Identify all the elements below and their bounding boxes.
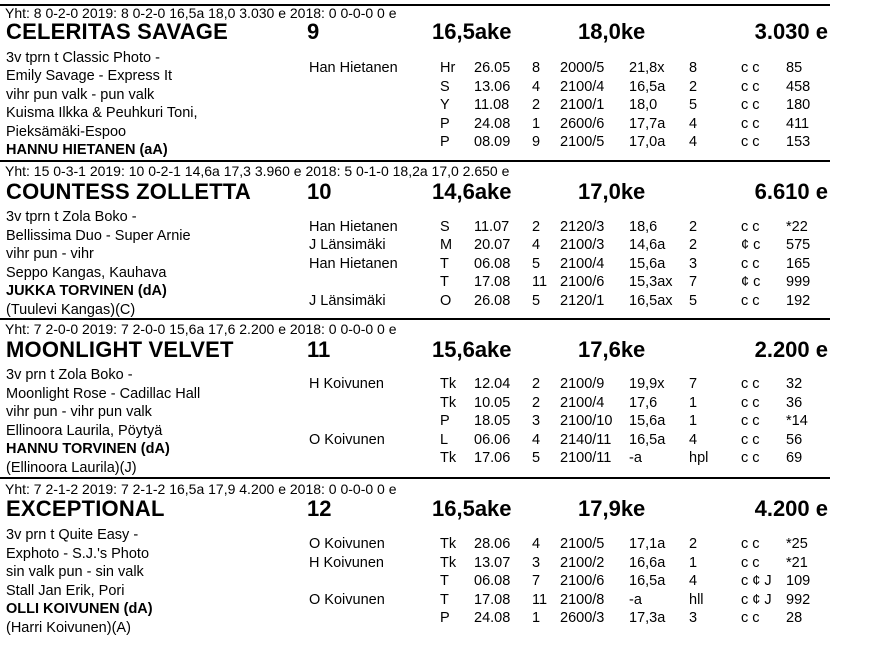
date: 11.07 [474,219,510,235]
post-position: 11 [532,592,548,608]
prize: 192 [786,293,811,309]
prize: *21 [786,555,808,571]
finish: 1 [689,395,698,411]
finish: 4 [689,116,698,132]
post-position: 2 [532,219,541,235]
race-time: -a [629,450,642,466]
distance: 2100/8 [560,592,605,608]
date: 12.04 [474,376,511,392]
equipment: c c [741,432,760,448]
track: Tk [440,450,457,466]
finish: 8 [689,60,698,76]
track: O [440,293,452,309]
distance: 2100/6 [560,573,605,589]
career-stats: Yht: 7 2-0-0 2019: 7 2-0-0 15,6a 17,6 2.200 e 2018: 0 0-0-0 0 e [5,321,397,337]
race-row [0,414,870,432]
start-number: 12 [307,496,332,521]
prize: 999 [786,274,811,290]
prize: 165 [786,256,811,272]
race-row [0,433,870,451]
finish: 1 [689,555,698,571]
prize: *22 [786,219,808,235]
prize: 992 [786,592,811,608]
driver: O Koivunen [309,592,385,608]
post-position: 8 [532,60,541,76]
prize: 153 [786,134,811,150]
prize: *25 [786,536,808,552]
track: Tk [440,536,457,552]
prize: 69 [786,450,803,466]
colors-line: vihr pun - vihr [6,246,94,262]
driver: J Länsimäki [309,293,386,309]
race-time: 16,5a [629,79,666,95]
colors-line: vihr pun - vihr pun valk [6,404,152,420]
date: 20.07 [474,237,511,253]
track: S [440,219,450,235]
post-position: 4 [532,536,541,552]
horse-name: MOONLIGHT VELVET [6,337,234,362]
owner-line: Stall Jan Erik, Pori [6,583,125,599]
race-time: 17,3a [629,610,666,626]
career-stats: Yht: 8 0-2-0 2019: 8 0-2-0 16,5a 18,0 3.030 e 2018: 0 0-0-0 0 e [5,5,397,21]
date: 18.05 [474,413,511,429]
finish: 7 [689,274,698,290]
race-row [0,61,870,79]
race-time: 21,8x [629,60,665,76]
date: 06.08 [474,256,511,272]
race-time: 15,6a [629,256,666,272]
horse-name: CELERITAS SAVAGE [6,19,228,44]
finish: 4 [689,573,698,589]
equipment: c c [741,376,760,392]
owner-note: (Tuulevi Kangas)(C) [6,302,136,318]
distance: 2600/6 [560,116,605,132]
trainer-name: HANNU TORVINEN (dA) [6,441,170,457]
divider [0,160,830,162]
prize: 109 [786,573,811,589]
distance: 2100/4 [560,395,605,411]
owner-note: (Harri Koivunen)(A) [6,620,131,636]
post-position: 1 [532,116,541,132]
race-time: 17,6 [629,395,658,411]
race-time: 18,6 [629,219,658,235]
race-time: 17,0a [629,134,666,150]
race-time: 17,7a [629,116,666,132]
date: 24.08 [474,116,511,132]
date: 26.08 [474,293,511,309]
pedigree-line: 3v tprn t Classic Photo - [6,50,160,66]
post-position: 2 [532,395,541,411]
finish: hll [689,592,704,608]
race-row [0,396,870,414]
trainer-name: JUKKA TORVINEN (dA) [6,283,167,299]
race-row [0,294,870,312]
race-row [0,220,870,238]
pedigree-line: 3v tprn t Zola Boko - [6,209,137,225]
equipment: c c [741,536,760,552]
finish: 7 [689,376,698,392]
driver: Han Hietanen [309,219,398,235]
distance: 2120/3 [560,219,605,235]
equipment: c c [741,97,760,113]
equipment: c c [741,555,760,571]
distance: 2100/6 [560,274,605,290]
equipment: c c [741,450,760,466]
equipment: c ¢ J [741,573,772,589]
best-time: 18,0ke [578,19,646,44]
prize: 180 [786,97,811,113]
equipment: c c [741,134,760,150]
race-row [0,135,870,153]
race-time: 16,5ax [629,293,673,309]
race-time: -a [629,592,642,608]
trainer-name: OLLI KOIVUNEN (dA) [6,601,153,617]
race-row [0,117,870,135]
prize: 85 [786,60,803,76]
post-position: 2 [532,97,541,113]
finish: 3 [689,610,698,626]
date: 06.06 [474,432,511,448]
equipment: ¢ c [741,274,761,290]
date: 17.06 [474,450,511,466]
equipment: c c [741,256,760,272]
post-position: 4 [532,79,541,95]
distance: 2120/1 [560,293,605,309]
prize: *14 [786,413,808,429]
driver: H Koivunen [309,376,384,392]
race-time: 14,6a [629,237,666,253]
race-row [0,574,870,592]
distance: 2600/3 [560,610,605,626]
driver: Han Hietanen [309,60,398,76]
start-number: 11 [307,337,331,362]
prize: 36 [786,395,803,411]
date: 08.09 [474,134,511,150]
distance: 2100/2 [560,555,605,571]
owner-line: Pieksämäki-Espoo [6,124,127,140]
total-earnings: 4.200 e [754,496,828,521]
track: T [440,573,449,589]
distance: 2100/11 [560,450,612,466]
race-time: 15,6a [629,413,666,429]
distance: 2100/5 [560,134,605,150]
track: P [440,116,450,132]
finish: 4 [689,134,698,150]
race-time: 16,6a [629,555,666,571]
record-time: 16,5ake [432,496,512,521]
date: 06.08 [474,573,511,589]
equipment: c c [741,395,760,411]
total-earnings: 2.200 e [754,337,828,362]
track: P [440,413,450,429]
equipment: c c [741,116,760,132]
date: 24.08 [474,610,511,626]
prize: 575 [786,237,811,253]
race-row [0,451,870,469]
track: Tk [440,395,457,411]
owner-line: Ellinoora Laurila, Pöytyä [6,423,163,439]
finish: 2 [689,237,698,253]
race-time: 16,5a [629,432,666,448]
race-time: 15,3ax [629,274,673,290]
date: 17.08 [474,274,511,290]
colors-line: vihr pun valk - pun valk [6,87,155,103]
total-earnings: 3.030 e [754,19,828,44]
owner-note: (Ellinoora Laurila)(J) [6,460,137,476]
total-earnings: 6.610 e [754,179,828,204]
track: Y [440,97,450,113]
finish: 2 [689,219,698,235]
race-row [0,80,870,98]
finish: 5 [689,293,698,309]
post-position: 2 [532,376,541,392]
track: Tk [440,555,457,571]
date: 10.05 [474,395,511,411]
pedigree-line: Bellissima Duo - Super Arnie [6,228,191,244]
horse-name: COUNTESS ZOLLETTA [6,179,251,204]
colors-line: sin valk pun - sin valk [6,564,144,580]
distance: 2100/4 [560,256,605,272]
equipment: c c [741,60,760,76]
equipment: c ¢ J [741,592,772,608]
race-row [0,377,870,395]
race-row [0,98,870,116]
equipment: c c [741,293,760,309]
track: P [440,610,450,626]
record-time: 15,6ake [432,337,512,362]
driver: O Koivunen [309,432,385,448]
horse-name: EXCEPTIONAL [6,496,165,521]
divider [0,477,830,479]
post-position: 7 [532,573,541,589]
equipment: ¢ c [741,237,761,253]
post-position: 5 [532,450,541,466]
finish: hpl [689,450,709,466]
prize: 458 [786,79,811,95]
track: T [440,256,449,272]
distance: 2000/5 [560,60,605,76]
start-number: 10 [307,179,332,204]
distance: 2140/11 [560,432,612,448]
driver: O Koivunen [309,536,385,552]
post-position: 4 [532,237,541,253]
distance: 2100/9 [560,376,605,392]
distance: 2100/1 [560,97,605,113]
distance: 2100/3 [560,237,605,253]
race-time: 16,5a [629,573,666,589]
track: T [440,592,449,608]
distance: 2100/4 [560,79,605,95]
prize: 28 [786,610,803,626]
distance: 2100/5 [560,536,605,552]
post-position: 5 [532,256,541,272]
finish: 2 [689,79,698,95]
best-time: 17,9ke [578,496,646,521]
trainer-name: HANNU HIETANEN (aA) [6,142,168,158]
divider [0,318,830,320]
prize: 32 [786,376,803,392]
distance: 2100/10 [560,413,613,429]
equipment: c c [741,219,760,235]
pedigree-line: 3v prn t Zola Boko - [6,367,133,383]
owner-line: Seppo Kangas, Kauhava [6,265,167,281]
track: T [440,274,449,290]
record-time: 14,6ake [432,179,512,204]
finish: 2 [689,536,698,552]
finish: 4 [689,432,698,448]
driver: H Koivunen [309,555,384,571]
race-time: 19,9x [629,376,665,392]
driver: J Länsimäki [309,237,386,253]
date: 17.08 [474,592,511,608]
owner-line: Kuisma Ilkka & Peuhkuri Toni, [6,105,198,121]
race-row [0,611,870,629]
date: 11.08 [474,97,510,113]
pedigree-line: Emily Savage - Express It [6,68,172,84]
race-row [0,537,870,555]
start-number: 9 [307,19,320,44]
track: M [440,237,453,253]
race-row [0,257,870,275]
race-time: 18,0 [629,97,658,113]
track: P [440,134,450,150]
career-stats: Yht: 7 2-1-2 2019: 7 2-1-2 16,5a 17,9 4.200 e 2018: 0 0-0-0 0 e [5,481,397,497]
post-position: 5 [532,293,541,309]
track: L [440,432,449,448]
prize: 56 [786,432,803,448]
equipment: c c [741,413,760,429]
race-row [0,275,870,293]
pedigree-line: 3v prn t Quite Easy - [6,527,139,543]
equipment: c c [741,79,760,95]
race-row [0,593,870,611]
post-position: 1 [532,610,541,626]
date: 13.07 [474,555,511,571]
driver: Han Hietanen [309,256,398,272]
equipment: c c [741,610,760,626]
prize: 411 [786,116,810,132]
date: 26.05 [474,60,511,76]
record-time: 16,5ake [432,19,512,44]
post-position: 3 [532,555,541,571]
date: 28.06 [474,536,511,552]
finish: 5 [689,97,698,113]
post-position: 3 [532,413,541,429]
finish: 3 [689,256,698,272]
post-position: 4 [532,432,541,448]
race-time: 17,1a [629,536,666,552]
post-position: 9 [532,134,541,150]
track: S [440,79,450,95]
pedigree-line: Exphoto - S.J.'s Photo [6,546,150,562]
race-row [0,556,870,574]
best-time: 17,6ke [578,337,646,362]
best-time: 17,0ke [578,179,646,204]
track: Hr [440,60,456,76]
pedigree-line: Moonlight Rose - Cadillac Hall [6,386,201,402]
career-stats: Yht: 15 0-3-1 2019: 10 0-2-1 14,6a 17,3 3.960 e 2018: 5 0-1-0 18,2a 17,0 2.650 e [5,163,510,179]
finish: 1 [689,413,698,429]
date: 13.06 [474,79,511,95]
post-position: 11 [532,274,548,290]
track: Tk [440,376,457,392]
race-row [0,238,870,256]
